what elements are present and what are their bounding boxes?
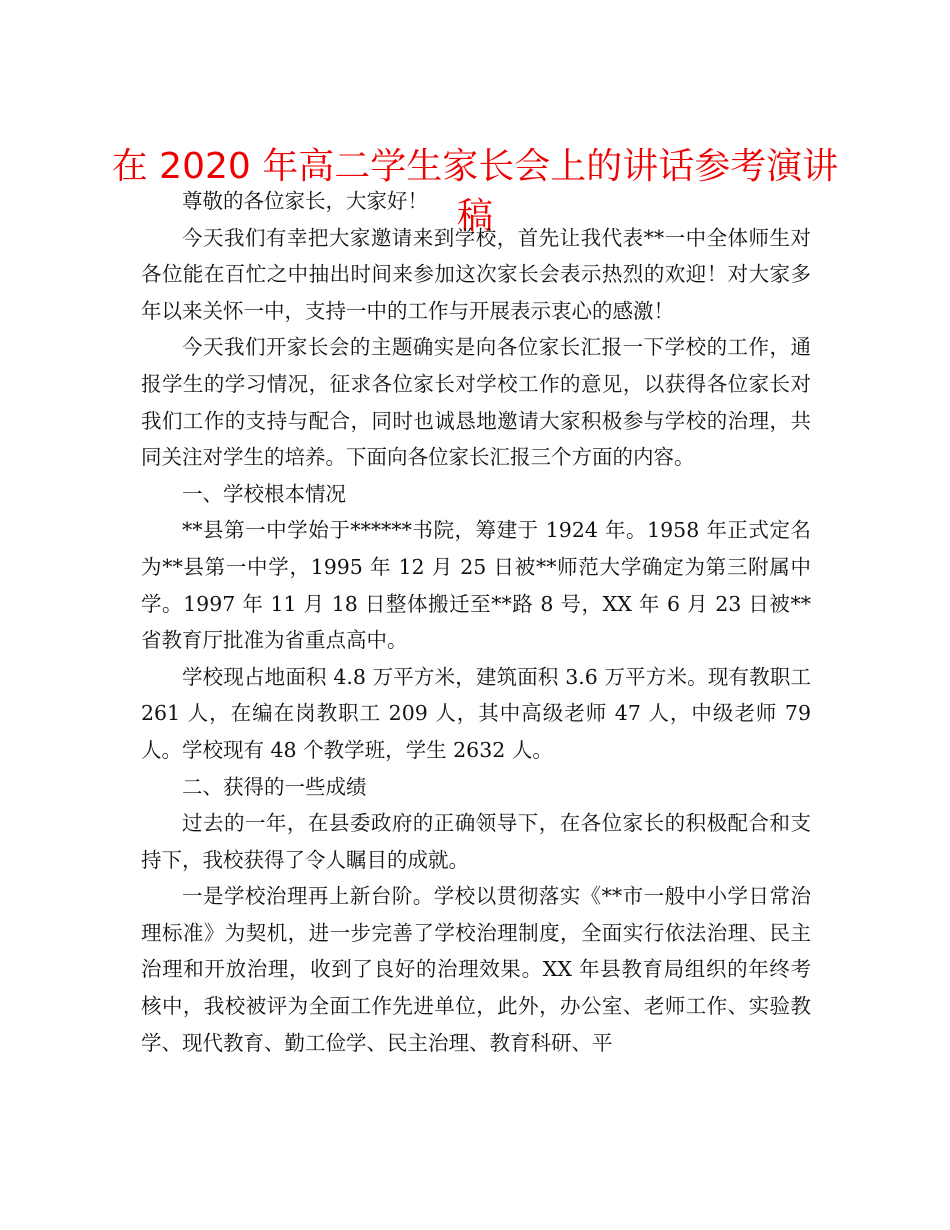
document-title: 在 2020 年高二学生家长会上的讲话参考演讲稿 [111, 146, 839, 238]
section-heading-achievements: 二、获得的一些成绩 [182, 774, 367, 799]
paragraph-welcome: 今天我们有幸把大家邀请来到学校，首先让我代表**一中全体师生对各位能在百忙之中抽出时间来参加这次家长会表示热烈的欢迎！对大家多年以来关怀一中，支持一中的工作与开展表示衷心的感激！ [141, 225, 811, 323]
paragraph-achievements-intro: 过去的一年，在县委政府的正确领导下，在各位家长的积极配合和支持下，我校获得了令人瞩目的成就。 [141, 811, 811, 872]
paragraph-greeting: 尊敬的各位家长，大家好！ [182, 189, 428, 213]
section-heading-school-overview: 一、学校根本情况 [182, 481, 346, 506]
paragraph-school-facts: 学校现占地面积 4.8 万平方米，建筑面积 3.6 万平方米。现有教职工 261 人，在编在岗教职工 209 人，其中高级老师 47 人，中级老师 79 人。学校现有 48 个教学班，学生 2632 人。 [141, 664, 811, 762]
paragraph-management: 一是学校治理再上新台阶。学校以贯彻落实《**市一般中小学日常治理标准》为契机，进一步完善了学校治理制度，全面实行依法治理、民主治理和开放治理，收到了良好的治理效果。XX 年县教育局组织的年终考核中，我校被评为全面工作先进单位，此外，办公室、老师工作、实验教学、现代教育、勤工俭学、民主治理、教育科研、平 [141, 884, 811, 1055]
paragraph-school-history: **县第一中学始于******书院，筹建于 1924 年。1958 年正式定名为**县第一中学，1995 年 12 月 25 日被**师范大学确定为第三附属中学。1997 年 11 月 18 日整体搬迁至**路 8 号，XX 年 6 月 23 日被**省教育厅批准为省重点高中。 [141, 518, 811, 653]
paragraph-purpose: 今天我们开家长会的主题确实是向各位家长汇报一下学校的工作，通报学生的学习情况，征求各位家长对学校工作的意见，以获得各位家长对我们工作的支持与配合，同时也诚恳地邀请大家积极参与学校的治理，共同关注对学生的培养。下面向各位家长汇报三个方面的内容。 [141, 335, 811, 470]
document-body [141, 183, 811, 1061]
